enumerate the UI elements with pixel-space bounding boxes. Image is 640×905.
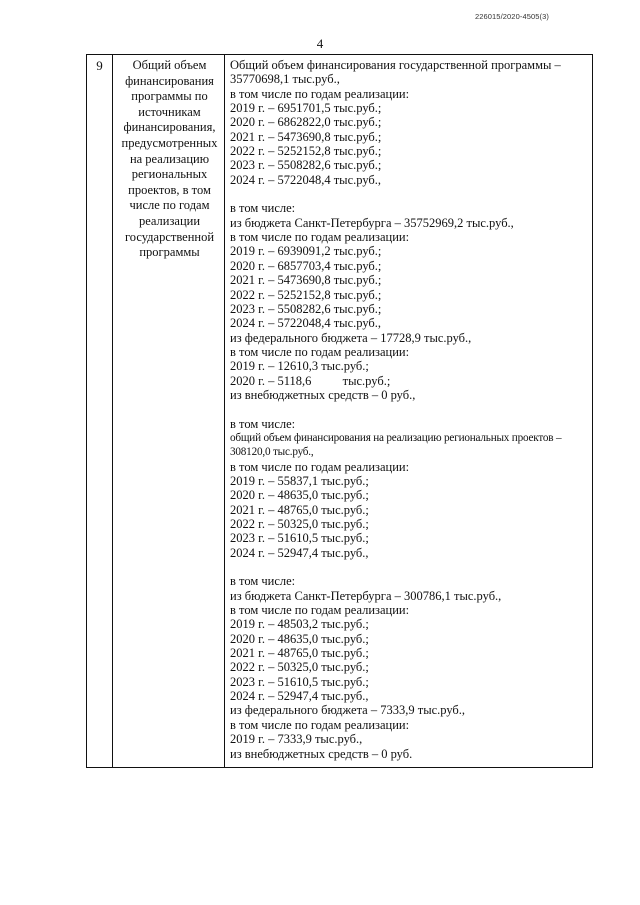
document-code: 226015/2020-4505(3) <box>474 12 549 21</box>
content-line: в том числе по годам реализации: <box>230 344 410 359</box>
content-line: 2024 г. – 5722048,4 тыс.руб., <box>230 172 382 187</box>
row-number: 9 <box>87 55 113 768</box>
content-line: в том числе: <box>230 416 296 431</box>
content-line: 2019 г. – 7333,9 тыс.руб., <box>230 732 363 747</box>
content-line: в том числе: <box>230 201 296 216</box>
content-line: 2024 г. – 5722048,4 тыс.руб., <box>230 316 382 331</box>
content-line: 2023 г. – 5508282,6 тыс.руб.; <box>230 158 382 173</box>
content-line: 2021 г. – 48765,0 тыс.руб.; <box>230 502 369 517</box>
page-number: 4 <box>316 36 324 51</box>
content-line: общий объем финансирования на реализацию региональных проектов – <box>230 431 562 444</box>
content-line: из внебюджетных средств – 0 руб. <box>230 746 413 761</box>
content-line: 2020 г. – 48635,0 тыс.руб.; <box>230 488 369 503</box>
content-line: из бюджета Санкт-Петербурга – 300786,1 тыс.руб., <box>230 588 502 603</box>
content-line: Общий объем финансирования государственной программы – <box>230 58 561 72</box>
content-line: 2023 г. – 51610,5 тыс.руб.; <box>230 674 369 689</box>
row-label: Общий объем финансирования программы по источникам финансирования, предусмотренных на реализацию региональных проектов, в том числе по годам реализации государственной программы <box>121 58 218 260</box>
content-line: 2022 г. – 5252152,8 тыс.руб.; <box>230 287 382 302</box>
content-line: в том числе по годам реализации: <box>230 86 410 101</box>
content-line: 2019 г. – 6951701,5 тыс.руб.; <box>230 101 382 116</box>
content-line: 2020 г. – 6857703,4 тыс.руб.; <box>230 258 382 273</box>
content-line: в том числе по годам реализации: <box>230 230 410 245</box>
row-label-cell <box>113 55 225 768</box>
content-line: из федерального бюджета – 7333,9 тыс.руб., <box>230 703 466 718</box>
content-line: 35770698,1 тыс.руб., <box>230 72 340 87</box>
blank-line <box>230 402 589 416</box>
content-line: 2020 г. – 48635,0 тыс.руб.; <box>230 631 369 646</box>
content-line: 2023 г. – 5508282,6 тыс.руб.; <box>230 301 382 316</box>
content-line: из бюджета Санкт-Петербурга – 35752969,2 тыс.руб., <box>230 215 514 230</box>
content-line: из внебюджетных средств – 0 руб., <box>230 387 416 402</box>
content-line: в том числе по годам реализации: <box>230 717 410 732</box>
content-line: 2024 г. – 52947,4 тыс.руб., <box>230 545 369 560</box>
content-line: 2022 г. – 50325,0 тыс.руб.; <box>230 517 369 531</box>
content-line: 2019 г. – 12610,3 тыс.руб.; <box>230 359 369 374</box>
content-line: из федерального бюджета – 17728,9 тыс.руб., <box>230 330 472 345</box>
financing-table <box>86 54 593 768</box>
row-content <box>225 55 593 768</box>
content-line: 2019 г. – 55837,1 тыс.руб.; <box>230 473 369 488</box>
content-line: 2019 г. – 6939091,2 тыс.руб.; <box>230 244 382 259</box>
content-line: 2021 г. – 48765,0 тыс.руб.; <box>230 646 369 661</box>
content-line: в том числе по годам реализации: <box>230 603 410 618</box>
blank-line <box>230 560 589 574</box>
content-line: 2020 г. – 5118,6 тыс.руб.; <box>230 373 391 388</box>
content-line: 2022 г. – 50325,0 тыс.руб.; <box>230 660 369 675</box>
table-row <box>87 55 593 768</box>
content-line: в том числе: <box>230 574 296 589</box>
content-line: 308120,0 тыс.руб., <box>230 446 314 459</box>
blank-line <box>230 187 589 201</box>
content-line: 2024 г. – 52947,4 тыс.руб., <box>230 689 369 704</box>
content-line: 2020 г. – 6862822,0 тыс.руб.; <box>230 115 382 130</box>
content-line: 2019 г. – 48503,2 тыс.руб.; <box>230 617 369 632</box>
content-line: в том числе по годам реализации: <box>230 459 410 474</box>
content-line: 2022 г. – 5252152,8 тыс.руб.; <box>230 144 382 159</box>
content-line: 2021 г. – 5473690,8 тыс.руб.; <box>230 129 382 144</box>
content-line: 2023 г. – 51610,5 тыс.руб.; <box>230 531 369 546</box>
content-line: 2021 г. – 5473690,8 тыс.руб.; <box>230 273 382 288</box>
